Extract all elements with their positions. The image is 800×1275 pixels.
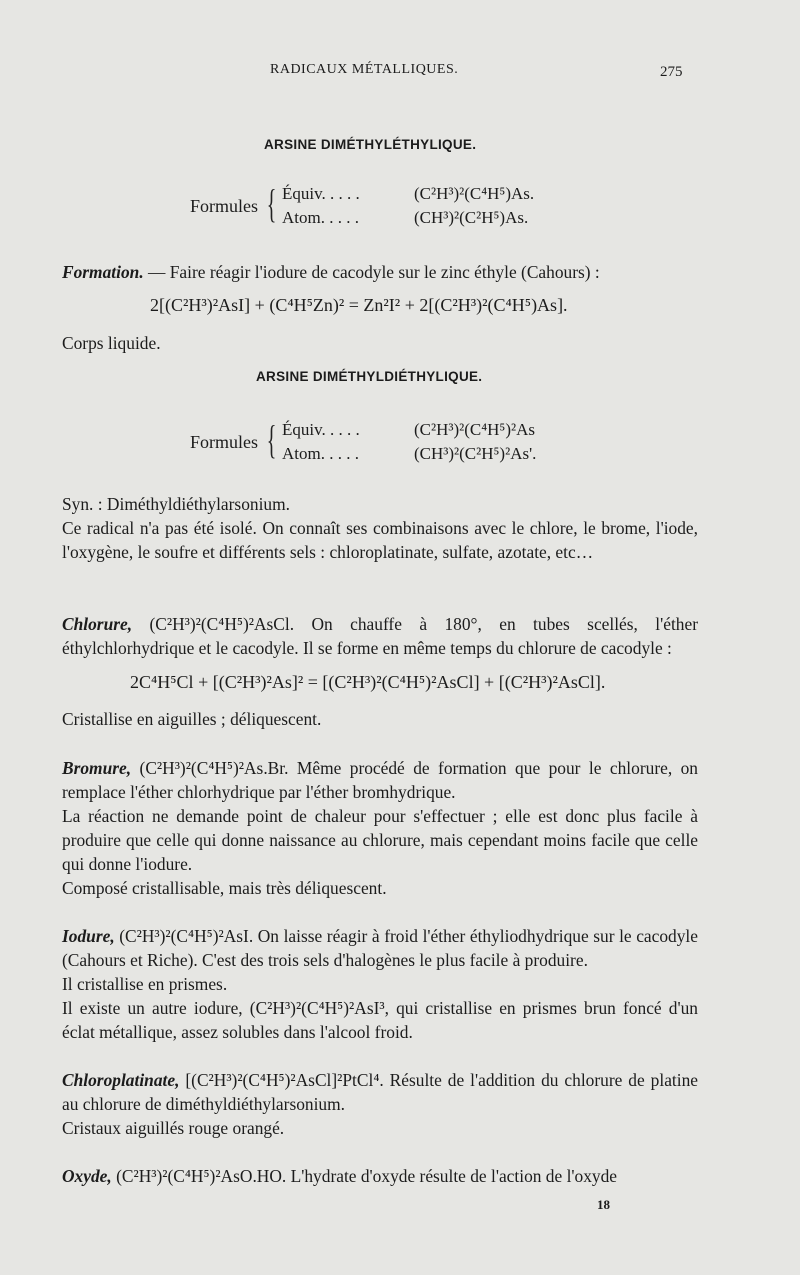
iodure-text: (C²H³)²(C⁴H⁵)²AsI. On laisse réagir à froid l'éther éthyliodhydrique sur le cacodyle (Cahours et Riche). C'est des trois sels d'halogènes le plus facile à produire. <box>62 926 698 970</box>
chlorure-note: Cristallise en aiguilles ; déliquescent. <box>62 709 322 729</box>
formation-label: Formation. <box>62 262 144 282</box>
chlorure-label: Chlorure, <box>62 614 133 634</box>
bromure-paragraph-2: La réaction ne demande point de chaleur pour s'effectuer ; elle est donc plus facile à produire que celle qui donne naissance au chlorure, mais cependant moins facile que celle qui donne l'iodure. <box>62 806 698 874</box>
formation-text: — Faire réagir l'iodure de cacodyle sur le zinc éthyle (Cahours) : <box>143 262 600 282</box>
oxyde-text: (C²H³)²(C⁴H⁵)²AsO.HO. L'hydrate d'oxyde résulte de l'action de l'oxyde <box>111 1166 618 1186</box>
bromure-label: Bromure, <box>62 758 132 778</box>
running-head: RADICAUX MÉTALLIQUES. <box>270 62 459 77</box>
equiv-label: Équiv. . . . . <box>282 184 360 203</box>
intro-paragraph: Ce radical n'a pas été isolé. On connaît ses combinaisons avec le chlore, le brome, l'iode, l'oxygène, le soufre et différents sels : chloroplatinate, sulfate, azotate, etc… <box>62 518 698 562</box>
iodure-paragraph <box>62 924 698 972</box>
synonym-line: Syn. : Diméthyldiéthylarsonium. <box>62 494 290 514</box>
equiv-formula-2: (C²H³)²(C⁴H⁵)²As <box>414 420 536 439</box>
chloroplatinate-label: Chloroplatinate, <box>62 1070 180 1090</box>
bromure-paragraph-3: Composé cristallisable, mais très déliquescent. <box>62 878 387 898</box>
brace-icon: { <box>266 417 277 462</box>
bromure-paragraph <box>62 756 698 804</box>
atom-formula: (CH³)²(C²H⁵)As. <box>414 208 529 227</box>
iodure-paragraph-3: Il existe un autre iodure, (C²H³)²(C⁴H⁵)²AsI³, qui cristallise en prismes brun foncé d'un éclat métallique, assez solubles dans l'alcool froid. <box>62 998 698 1042</box>
atom-label: Atom. . . . . <box>282 208 359 227</box>
chlorure-equation: 2C⁴H⁵Cl + [(C²H³)²As]² = [(C²H³)²(C⁴H⁵)²AsCl] + [(C²H³)²AsCl]. <box>130 672 606 692</box>
chloroplatinate-paragraph-2: Cristaux aiguillés rouge orangé. <box>62 1118 285 1138</box>
chloroplatinate-text: [(C²H³)²(C⁴H⁵)²AsCl]²PtCl⁴. Résulte de l'addition du chlorure de platine au chlorure de diméthyldiéthylarsonium. <box>62 1070 698 1114</box>
formulas-label-2: Formules <box>190 432 259 452</box>
signature-mark: 18 <box>597 1197 610 1212</box>
oxyde-label: Oxyde, <box>62 1166 112 1186</box>
oxyde-paragraph <box>62 1164 698 1188</box>
bromure-text: (C²H³)²(C⁴H⁵)²As.Br. Même procédé de formation que pour le chlorure, on remplace l'éther chlorhydrique par l'éther bromhydrique. <box>62 758 698 802</box>
section-title-dimethylethylique: ARSINE DIMÉTHYLÉTHYLIQUE. <box>264 137 477 152</box>
atom-label-2: Atom. . . . . <box>282 444 359 463</box>
equiv-formula: (C²H³)²(C⁴H⁵)As. <box>414 184 535 203</box>
atom-formula-2: (CH³)²(C²H⁵)²As'. <box>414 444 537 463</box>
formation-paragraph <box>62 260 698 284</box>
section-title-dimethyldiethylique: ARSINE DIMÉTHYLDIÉTHYLIQUE. <box>256 369 483 384</box>
brace-icon: { <box>266 181 277 226</box>
chlorure-paragraph <box>62 612 698 660</box>
page-number: 275 <box>660 64 683 80</box>
equiv-label-2: Équiv. . . . . <box>282 420 360 439</box>
chloroplatinate-paragraph <box>62 1068 698 1116</box>
iodure-label: Iodure, <box>62 926 115 946</box>
iodure-paragraph-2: Il cristallise en prismes. <box>62 974 228 994</box>
formation-equation: 2[(C²H³)²AsI] + (C⁴H⁵Zn)² = Zn²I² + 2[(C²H³)²(C⁴H⁵)As]. <box>150 295 568 315</box>
formulas-label: Formules <box>190 196 259 216</box>
corps-liquide-note: Corps liquide. <box>62 333 161 353</box>
chlorure-text: (C²H³)²(C⁴H⁵)²AsCl. On chauffe à 180°, en tubes scellés, l'éther éthylchlorhydrique et le cacodyle. Il se forme en même temps du chlorure de cacodyle : <box>62 614 698 658</box>
